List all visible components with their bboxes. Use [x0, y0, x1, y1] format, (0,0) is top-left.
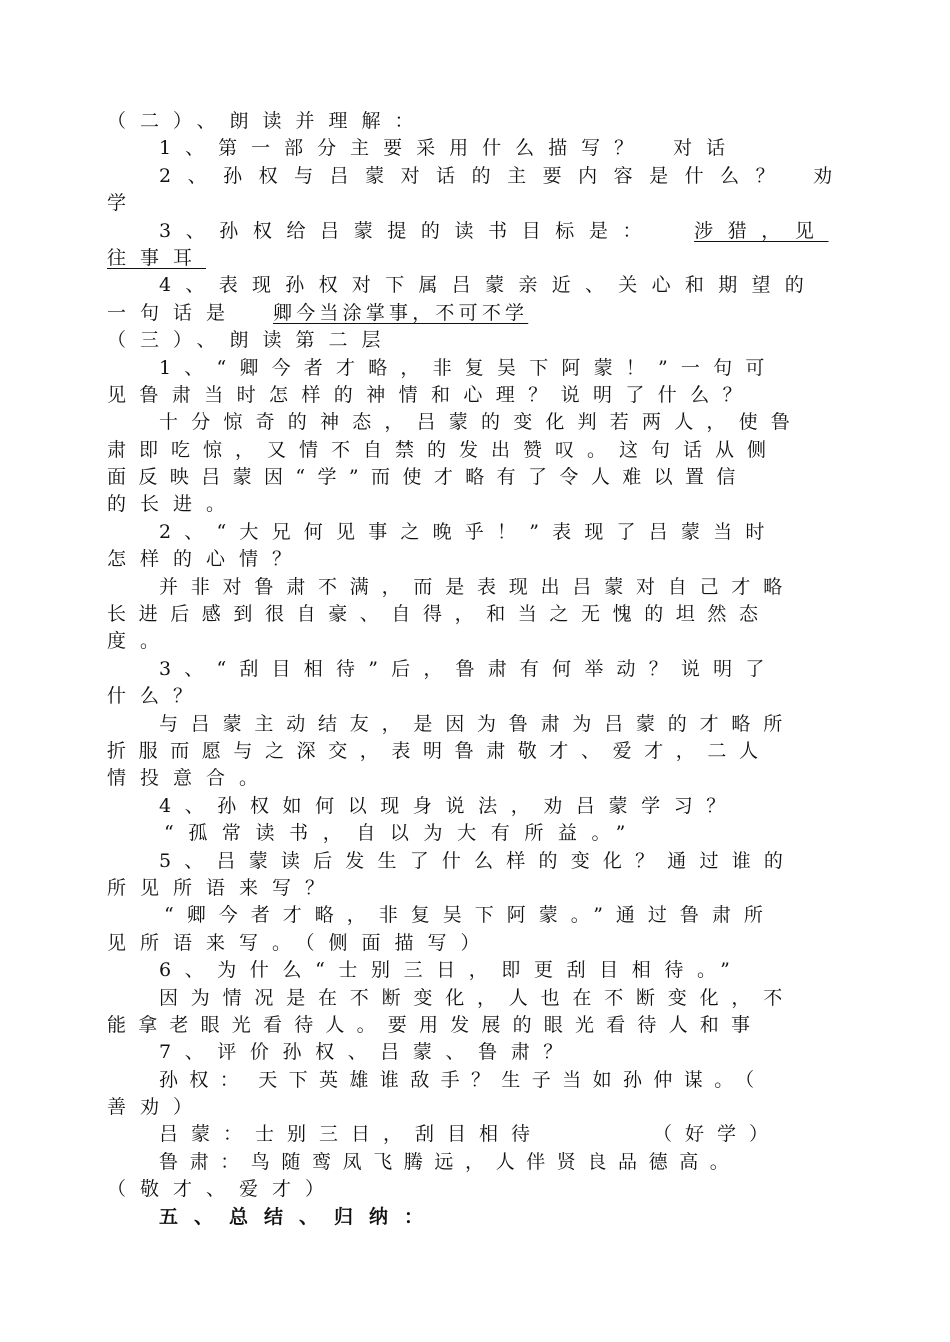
p3-a2-line1: 并非对鲁肃不满，而是表现出吕蒙对自己才略 [159, 575, 796, 598]
p3-a7-sunquan-cont: 善劝） [107, 1096, 207, 1119]
p3-a7-lusu: 鲁肃：鸟随鸾凤飞腾远，人伴贤良品德高。 [159, 1150, 741, 1173]
question-4-answer: 一句话是 卿今当涂掌事，不可不学 [107, 300, 831, 327]
p3-q3-line2: 什么？ [107, 685, 207, 708]
p3-q5-line1: 5、吕蒙读后发生了什么样的变化？通过谁的 [159, 849, 797, 872]
p3-a6-line2: 能拿老眼光看待人。要用发展的眼光看待人和事 [107, 1013, 763, 1036]
question-1-part1: 1、第一部分主要采用什么描写？ 对话 [159, 137, 740, 160]
p3-q1-line1: 1、“卿今者才略，非复吴下阿蒙！”一句可 [159, 356, 778, 379]
document-body [107, 108, 849, 1231]
p3-a2-line2: 长进后感到很自豪、自得，和当之无愧的坦然态 [107, 603, 771, 626]
p3-q2-line2: 怎样的心情？ [107, 548, 306, 571]
question-4-part1: 4、表现孙权对下属吕蒙亲近、关心和期望的 [159, 274, 819, 297]
p3-a3-line1: 与吕蒙主动结友，是因为鲁肃为吕蒙的才略所 [159, 712, 796, 735]
section-heading-two: （二）、朗读并理解： [107, 110, 428, 132]
p3-a7-lvmeng: 吕蒙：士别三日，刮目相待 （好学） [159, 1123, 782, 1146]
p3-a1-line4: 的长进。 [107, 493, 240, 516]
question-3-answer: 往事耳 [107, 246, 207, 269]
p3-a1-line1: 十分惊奇的神态，吕蒙的变化判若两人，使鲁 [159, 411, 804, 434]
p3-q2-line1: 2、“大兄何见事之晚乎！”表现了吕蒙当时 [159, 520, 778, 543]
p3-q6-line1: 6、为什么“士别三日，即更刮目相待。” [159, 959, 744, 982]
p3-a5-line1: “卿今者才略，非复吴下阿蒙。”通过鲁肃所 [164, 904, 776, 927]
p3-a4-line1: “孤常读书，自以为大有所益。” [164, 822, 640, 845]
section-heading-five: 五、总结、归纳： [159, 1205, 440, 1228]
answer-4-underlined: 卿今当涂掌事，不可不学 [273, 301, 529, 324]
p3-a6-line1: 因为情况是在不断变化，人也在不断变化，不 [159, 986, 796, 1009]
p3-a7-sunquan: 孙权： 天下英雄谁敌手？生子当如孙仲谋。（ [159, 1068, 766, 1091]
question-3-part1: 3、孙权给吕蒙提的读书目标是： 涉猎，见 [159, 219, 829, 242]
question-2-part1: 2、孙权与吕蒙对话的主要内容是什么？ 劝 [159, 164, 849, 187]
p3-a3-line3: 情投意合。 [107, 767, 273, 790]
p3-q4-line1: 4、孙权如何以现身说法，劝吕蒙学习？ [159, 794, 739, 817]
p3-q7-line1: 7、评价孙权、吕蒙、鲁肃？ [159, 1041, 576, 1064]
p3-a1-line2: 肃即吃惊，又情不自禁的发出赞叹。这句话从侧 [107, 438, 780, 461]
p3-a2-line3: 度。 [107, 630, 174, 653]
p3-q3-line1: 3、“刮目相待”后，鲁肃有何举动？说明了 [159, 657, 778, 680]
answer-3-underlined: 涉猎，见 [694, 219, 829, 242]
p3-q1-line2: 见鲁肃当时怎样的神情和心理？说明了什么？ [107, 383, 756, 406]
p3-q5-line2: 所见所语来写？ [107, 876, 339, 899]
p3-a5-line2: 见所语来写。（侧面描写） [107, 931, 494, 954]
section-heading-three: （三）、朗读第二层 [107, 329, 395, 352]
p3-a7-lusu-cont: （敬才、爱才） [107, 1178, 339, 1201]
p3-a3-line2: 折服而愿与之深交，表明鲁肃敬才、爱才，二人 [107, 739, 771, 762]
p3-a1-line3: 面反映吕蒙因“学”而使才略有了令人难以置信 [107, 466, 748, 489]
question-2-answer: 学 [107, 192, 141, 215]
